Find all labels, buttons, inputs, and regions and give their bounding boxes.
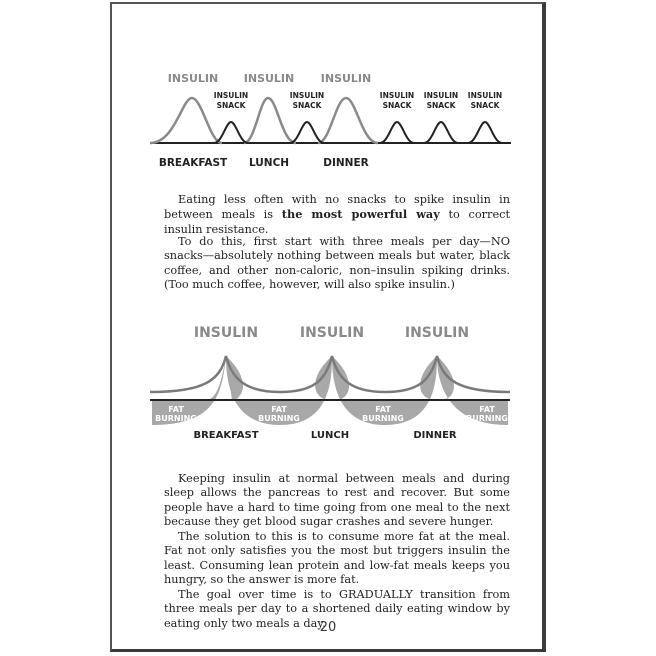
- fat-burning-3-line2: BURNING: [362, 414, 404, 423]
- diagram2-insulin-label-1: INSULIN: [193, 325, 259, 341]
- diagram1-insulin-label-1: INSULIN: [167, 72, 219, 85]
- diagram2-insulin-label-2: INSULIN: [299, 325, 365, 341]
- snack-label-2-line2: SNACK: [292, 101, 322, 110]
- snack-label-2-line1: INSULIN: [289, 91, 325, 100]
- paragraph-4: [164, 530, 510, 588]
- paragraph-1-bold: the most powerful way: [281, 207, 440, 222]
- diagram1-insulin-label-2: INSULIN: [243, 72, 295, 85]
- paragraph-1-text-a: Eating less often with no snacks to spike insulin in between meals is: [164, 193, 510, 222]
- diagram1-insulin-label-3: INSULIN: [320, 72, 372, 85]
- snack-label-3-line1: INSULIN: [379, 91, 415, 100]
- fat-burning-4-line2: BURNING: [466, 414, 508, 423]
- fat-burning-2-line2: BURNING: [258, 414, 300, 423]
- diagram1-meal-breakfast: BREAKFAST: [158, 157, 228, 169]
- paragraph-3-text: Keeping insulin at normal between meals and during sleep allows the pancreas to rest and recover. But some people have a hard to time going from one meal to the next because they get blood sugar crashes and severe hunger.: [164, 472, 510, 529]
- diagram2-meal-dinner: DINNER: [413, 430, 457, 441]
- snack-label-5-line1: INSULIN: [467, 91, 503, 100]
- paragraph-1-text-b: to correct insulin resistance.: [164, 208, 510, 236]
- fat-burning-4-line1: FAT: [479, 405, 495, 414]
- paragraph-4-text: The solution to this is to consume more fat at the meal. Fat not only satisfies you the most but triggers insulin the least. Consuming lean protein and low-fat meals keeps you hungry, so the answer is more fat.: [164, 530, 510, 587]
- diagram2-meal-breakfast: BREAKFAST: [193, 430, 259, 441]
- paragraph-5-text: The goal over time is to GRADUALLY transition from three meals per day to a shortened daily eating window by eating only two meals a day.: [164, 588, 510, 630]
- snack-label-1-line1: INSULIN: [213, 91, 249, 100]
- page-number: 20: [319, 620, 337, 635]
- snack-label-4-line2: SNACK: [426, 101, 456, 110]
- paragraph-3: [164, 472, 510, 530]
- fat-burning-2-line1: FAT: [271, 405, 287, 414]
- diagram1-meal-dinner: DINNER: [323, 157, 369, 169]
- fat-burning-1-line2: BURNING: [155, 414, 197, 423]
- diagram2-insulin-label-3: INSULIN: [404, 325, 470, 341]
- paragraph-2-text: To do this, first start with three meals per day—NO snacks—absolutely nothing between meals but water, black coffee, and other non-caloric, non–insulin spiking drinks. (Too much coffee, however, will also spike insulin.): [164, 235, 510, 292]
- snack-label-1-line2: SNACK: [216, 101, 246, 110]
- diagram1-meal-lunch: LUNCH: [248, 157, 290, 169]
- snack-label-5-line2: SNACK: [470, 101, 500, 110]
- diagram2-meal-lunch: LUNCH: [310, 430, 350, 441]
- snack-label-4-line1: INSULIN: [423, 91, 459, 100]
- fat-burning-3-line1: FAT: [375, 405, 391, 414]
- fat-burning-1-line1: FAT: [168, 405, 184, 414]
- snack-label-3-line2: SNACK: [382, 101, 412, 110]
